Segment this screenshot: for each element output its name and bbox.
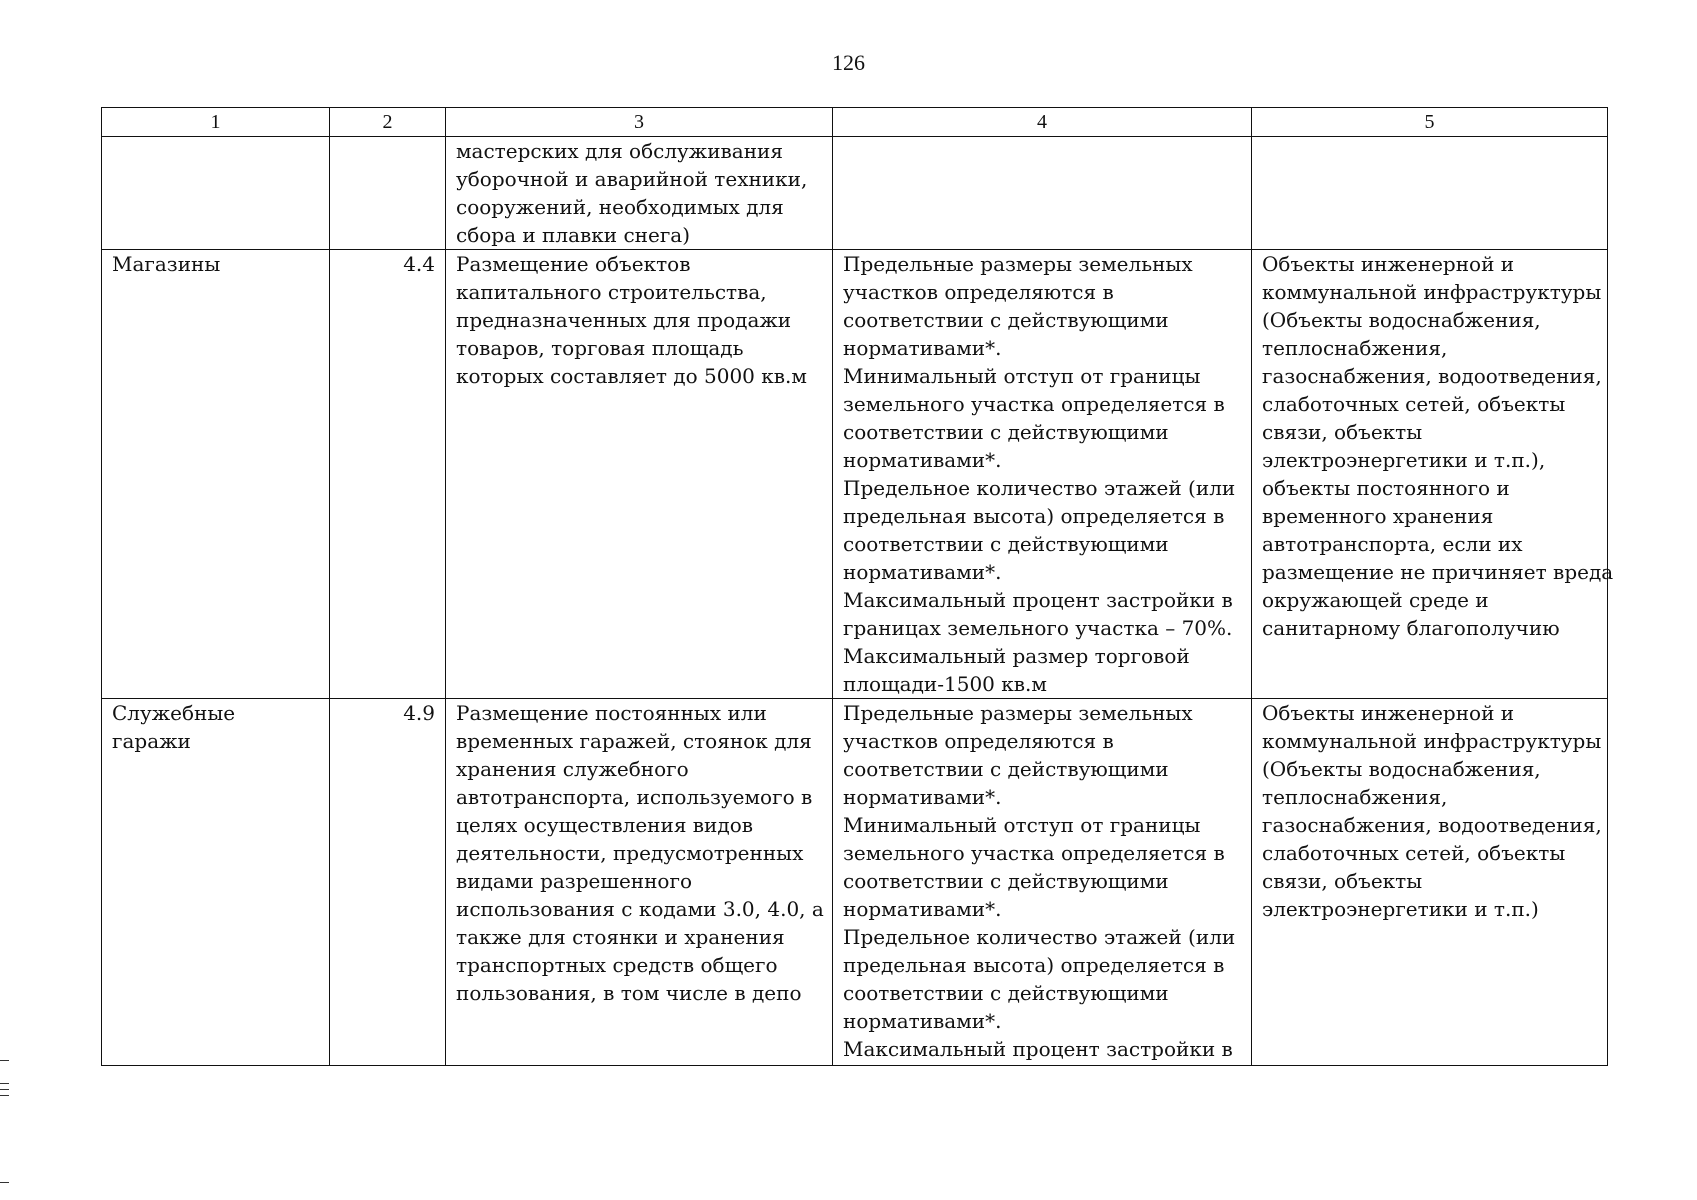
cell-auxiliary bbox=[1252, 137, 1608, 250]
use-code: 4.9 bbox=[403, 701, 435, 725]
text-line: соответствии с действующими bbox=[843, 420, 1169, 444]
text-line: (Объекты водоснабжения, bbox=[1262, 308, 1541, 332]
text-line: автотранспорта, используемого в bbox=[456, 785, 813, 809]
text-line: хранения служебного bbox=[456, 757, 689, 781]
text-line: соответствии с действующими bbox=[843, 308, 1169, 332]
cell-code bbox=[330, 699, 446, 1066]
cell-auxiliary bbox=[1252, 250, 1614, 699]
table-row bbox=[102, 250, 1608, 699]
text-line: земельного участка определяется в bbox=[843, 392, 1225, 416]
text-line: которых составляет до 5000 кв.м bbox=[456, 364, 807, 388]
margin-mark bbox=[0, 1089, 9, 1090]
text-line: площади-1500 кв.м bbox=[843, 672, 1047, 696]
text-line: нормативами*. bbox=[843, 560, 1002, 584]
text-line: уборочной и аварийной техники, bbox=[456, 167, 808, 191]
cell-parameters bbox=[833, 250, 1252, 699]
text-line: нормативами*. bbox=[843, 336, 1002, 360]
cell-description bbox=[446, 250, 833, 699]
text-line: границах земельного участка – 70%. bbox=[843, 616, 1233, 640]
text-line: использования с кодами 3.0, 4.0, а bbox=[456, 897, 824, 921]
text-line: окружающей среде и bbox=[1262, 588, 1489, 612]
text-line: коммунальной инфраструктуры bbox=[1262, 280, 1602, 304]
cell-code bbox=[330, 250, 446, 699]
header-col-4: 4 bbox=[833, 108, 1252, 137]
cell-name bbox=[102, 699, 330, 1066]
use-code: 4.4 bbox=[403, 252, 435, 276]
text-line: мастерских для обслуживания bbox=[456, 139, 783, 163]
text-line: нормативами*. bbox=[843, 1009, 1002, 1033]
text-line: сбора и плавки снега) bbox=[456, 223, 691, 247]
text-line: автотранспорта, если их bbox=[1262, 532, 1523, 556]
text-line: участков определяются в bbox=[843, 280, 1114, 304]
cell-name bbox=[102, 137, 330, 250]
text-line: соответствии с действующими bbox=[843, 532, 1169, 556]
text-line: теплоснабжения, bbox=[1262, 785, 1448, 809]
text-line: Максимальный размер торговой bbox=[843, 644, 1190, 668]
text-line: Максимальный процент застройки в bbox=[843, 1037, 1233, 1061]
cell-name bbox=[102, 250, 330, 699]
margin-mark bbox=[0, 1182, 9, 1183]
text-line: (Объекты водоснабжения, bbox=[1262, 757, 1541, 781]
text-line: Объекты инженерной и bbox=[1262, 701, 1515, 725]
text-line: коммунальной инфраструктуры bbox=[1262, 729, 1602, 753]
text-line: соответствии с действующими bbox=[843, 757, 1169, 781]
text-line: Минимальный отступ от границы bbox=[843, 813, 1201, 837]
text-line: соответствии с действующими bbox=[843, 981, 1169, 1005]
table-row bbox=[102, 699, 1608, 1066]
cell-code bbox=[330, 137, 446, 250]
cell-parameters bbox=[833, 699, 1252, 1066]
text-line: газоснабжения, водоотведения, bbox=[1262, 364, 1602, 388]
use-name: гаражи bbox=[112, 729, 191, 753]
text-line: Минимальный отступ от границы bbox=[843, 364, 1201, 388]
text-line: временного хранения bbox=[1262, 504, 1494, 528]
text-line: газоснабжения, водоотведения, bbox=[1262, 813, 1602, 837]
text-line: объекты постоянного и bbox=[1262, 476, 1510, 500]
text-line: Размещение постоянных или bbox=[456, 701, 767, 725]
text-line: связи, объекты bbox=[1262, 420, 1423, 444]
cell-description bbox=[446, 137, 833, 250]
text-line: целях осуществления видов bbox=[456, 813, 754, 837]
text-line: нормативами*. bbox=[843, 448, 1002, 472]
text-line: товаров, торговая площадь bbox=[456, 336, 744, 360]
header-col-2: 2 bbox=[330, 108, 446, 137]
text-line: слаботочных сетей, объекты bbox=[1262, 392, 1566, 416]
text-line: транспортных средств общего bbox=[456, 953, 778, 977]
text-line: также для стоянки и хранения bbox=[456, 925, 785, 949]
text-line: деятельности, предусмотренных bbox=[456, 841, 804, 865]
margin-mark bbox=[0, 1095, 9, 1096]
text-line: слаботочных сетей, объекты bbox=[1262, 841, 1566, 865]
table-row-continuation bbox=[102, 137, 1608, 250]
text-line: нормативами*. bbox=[843, 897, 1002, 921]
land-use-table bbox=[101, 107, 1614, 1066]
text-line: связи, объекты bbox=[1262, 869, 1423, 893]
text-line: предельная высота) определяется в bbox=[843, 953, 1225, 977]
cell-parameters bbox=[833, 137, 1252, 250]
text-line: Объекты инженерной и bbox=[1262, 252, 1515, 276]
text-line: нормативами*. bbox=[843, 785, 1002, 809]
margin-mark bbox=[0, 1060, 9, 1061]
text-line: Предельное количество этажей (или bbox=[843, 476, 1236, 500]
text-line: соответствии с действующими bbox=[843, 869, 1169, 893]
text-line: сооружений, необходимых для bbox=[456, 195, 784, 219]
text-line: Предельное количество этажей (или bbox=[843, 925, 1236, 949]
header-col-5: 5 bbox=[1252, 108, 1608, 137]
text-line: видами разрешенного bbox=[456, 869, 692, 893]
table-header-row bbox=[102, 108, 1608, 137]
cell-auxiliary bbox=[1252, 699, 1608, 1066]
text-line: Предельные размеры земельных bbox=[843, 252, 1193, 276]
text-line: земельного участка определяется в bbox=[843, 841, 1225, 865]
text-line: предназначенных для продажи bbox=[456, 308, 792, 332]
cell-description bbox=[446, 699, 833, 1066]
text-line: Предельные размеры земельных bbox=[843, 701, 1193, 725]
text-line: электроэнергетики и т.п.) bbox=[1262, 897, 1539, 921]
margin-mark bbox=[0, 1083, 9, 1084]
text-line: Размещение объектов bbox=[456, 252, 691, 276]
header-col-1: 1 bbox=[102, 108, 330, 137]
text-line: электроэнергетики и т.п.), bbox=[1262, 448, 1546, 472]
text-line: капитального строительства, bbox=[456, 280, 767, 304]
use-name: Служебные bbox=[112, 701, 236, 725]
text-line: размещение не причиняет вреда bbox=[1262, 560, 1614, 584]
use-name: Магазины bbox=[112, 252, 221, 276]
text-line: предельная высота) определяется в bbox=[843, 504, 1225, 528]
text-line: участков определяются в bbox=[843, 729, 1114, 753]
text-line: санитарному благополучию bbox=[1262, 616, 1560, 640]
text-line: пользования, в том числе в депо bbox=[456, 981, 802, 1005]
text-line: теплоснабжения, bbox=[1262, 336, 1448, 360]
page-number: 126 bbox=[832, 50, 865, 75]
text-line: Максимальный процент застройки в bbox=[843, 588, 1233, 612]
text-line: временных гаражей, стоянок для bbox=[456, 729, 812, 753]
header-col-3: 3 bbox=[446, 108, 833, 137]
